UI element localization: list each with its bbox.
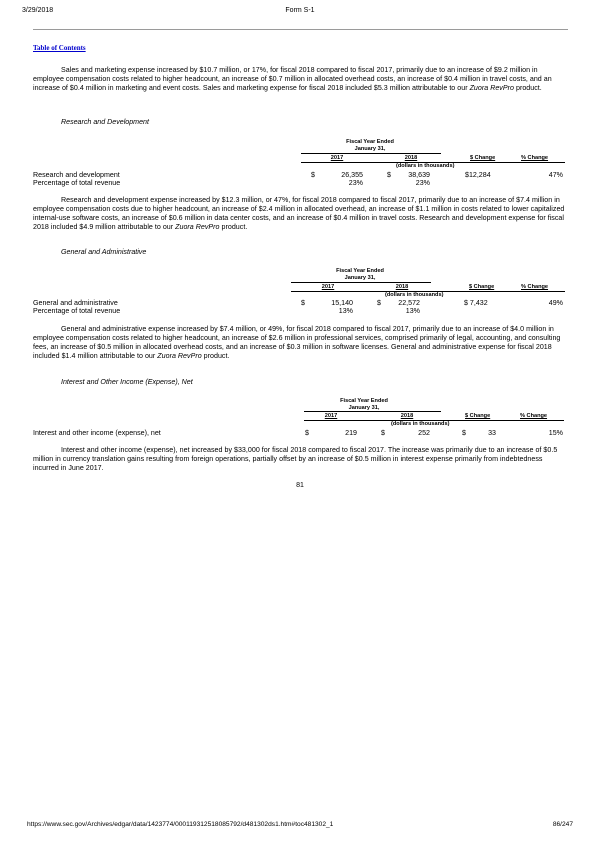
row-label: Percentage of total revenue bbox=[33, 179, 121, 187]
print-footer-url: https://www.sec.gov/Archives/edgar/data/1423774/000119312518085792/d481302ds1.htm#toc481302_1 bbox=[27, 821, 334, 828]
pct-change-value: 15% bbox=[548, 429, 563, 437]
col-header-dollar-change: $ Change bbox=[470, 155, 496, 161]
value-2018: 38,639 bbox=[408, 171, 430, 179]
print-header-date: 3/29/2018 bbox=[22, 7, 54, 14]
print-footer-page: 86/247 bbox=[552, 821, 573, 828]
row-label: General and administrative bbox=[33, 299, 118, 307]
currency-symbol: $ bbox=[387, 171, 391, 179]
pct-change-value: 47% bbox=[548, 171, 563, 179]
research-development-paragraph: Research and development expense increased by $12.3 million, or 47%, for fiscal 2018 compared to fiscal 2017, primarily due to an increase of $7.4 million in employee compensation costs due to higher headcount, an increase of $2.4 million in allocated overhead, an increase of $1.1 million in costs related to lower capitalized internal-use software costs, an increase of $0.6 million in data center costs, and an increase of $0.4 million in travel costs. Research and development expense for fiscal 2018 included $4.9 million attributable to our Zuora RevPro product. bbox=[33, 196, 565, 231]
page-number: 81 bbox=[296, 482, 304, 489]
product-name: Zuora RevPro bbox=[157, 352, 202, 360]
col-header-pct-change: % Change bbox=[521, 284, 549, 290]
fiscal-year-title: Fiscal Year Ended bbox=[340, 398, 388, 404]
fiscal-year-title: Fiscal Year Ended bbox=[336, 268, 384, 274]
pct-change-value: 49% bbox=[548, 299, 563, 307]
interest-other-paragraph: Interest and other income (expense), net increased by $33,000 for fiscal 2018 compared to fiscal 2017. The increase was primarily due to an increase of $0.5 million in currency translation gains resulting from foreign operations, partially offset by an increase of $0.5 million in interest expense primarily from indebtedness incurred in June 2017. bbox=[33, 446, 558, 472]
value-2017: 13% bbox=[338, 307, 353, 315]
col-header-2017: 2017 bbox=[330, 155, 344, 161]
dollar-change-value: 33 bbox=[488, 429, 496, 437]
row-label: Research and development bbox=[33, 171, 120, 179]
print-header-title: Form S-1 bbox=[285, 7, 315, 14]
value-2017: 23% bbox=[348, 179, 363, 187]
header-divider bbox=[33, 29, 568, 30]
general-administrative-paragraph: General and administrative expense increased by $7.4 million, or 49%, for fiscal 2018 compared to fiscal 2017, primarily due to an increase of $4.0 million in employee compensation costs related to higher headcount, an increase of $2.6 million in professional services, comprised primarily of legal, accounting, and consulting fees, an increase of $0.5 million in allocated overhead costs, and an increase of $0.3 million in software licenses. General and administrative expense for fiscal 2018 included $1.4 million attributable to our Zuora RevPro product. bbox=[33, 325, 561, 360]
col-header-dollar-change: $ Change bbox=[469, 284, 495, 290]
value-2017: 26,355 bbox=[341, 171, 363, 179]
row-label: Percentage of total revenue bbox=[33, 307, 121, 315]
units-note: (dollars in thousands) bbox=[391, 421, 450, 427]
dollar-change-value: $ 7,432 bbox=[464, 299, 488, 307]
currency-symbol: $ bbox=[305, 429, 309, 437]
units-note: (dollars in thousands) bbox=[396, 163, 455, 169]
currency-symbol: $ bbox=[311, 171, 315, 179]
col-header-pct-change: % Change bbox=[521, 155, 549, 161]
fiscal-year-date: January 31, bbox=[354, 146, 386, 152]
sales-marketing-paragraph: Sales and marketing expense increased by $10.7 million, or 17%, for fiscal 2018 compared to fiscal 2017, primarily due to an increase of $9.2 million in employee compensation costs related to higher headcount, an increase of $0.7 million in allocated overhead costs, an increase of $0.4 million in travel costs, and an increase of $0.4 million in marketing and event costs. Sales and marketing expense for fiscal 2018 included $5.3 million attributable to our Zuora RevPro product. bbox=[33, 66, 552, 92]
col-header-dollar-change: $ Change bbox=[465, 413, 491, 419]
section-heading-research-development: Research and Development bbox=[61, 118, 149, 126]
currency-symbol: $ bbox=[301, 299, 305, 307]
col-header-pct-change: % Change bbox=[520, 413, 548, 419]
dollar-change-value: $12,284 bbox=[465, 171, 491, 179]
section-heading-interest-other: Interest and Other Income (Expense), Net bbox=[61, 378, 193, 386]
table-of-contents-link[interactable]: Table of Contents bbox=[33, 44, 86, 52]
currency-symbol: $ bbox=[462, 429, 466, 437]
fiscal-year-date: January 31, bbox=[348, 405, 380, 411]
research-development-table bbox=[0, 138, 600, 198]
value-2018: 23% bbox=[415, 179, 430, 187]
currency-symbol: $ bbox=[381, 429, 385, 437]
col-header-2018: 2018 bbox=[400, 413, 414, 419]
general-administrative-table bbox=[0, 267, 600, 327]
value-2017: 219 bbox=[345, 429, 357, 437]
fiscal-year-date: January 31, bbox=[344, 275, 376, 281]
col-header-2017: 2017 bbox=[324, 413, 338, 419]
fiscal-year-title: Fiscal Year Ended bbox=[346, 139, 394, 145]
col-header-2017: 2017 bbox=[321, 284, 335, 290]
section-heading-general-administrative: General and Administrative bbox=[61, 248, 147, 256]
col-header-2018: 2018 bbox=[395, 284, 409, 290]
product-name: Zuora RevPro bbox=[175, 223, 220, 231]
row-label: Interest and other income (expense), net bbox=[33, 429, 161, 437]
product-name: Zuora RevPro bbox=[469, 84, 514, 92]
col-header-2018: 2018 bbox=[404, 155, 418, 161]
value-2018: 13% bbox=[405, 307, 420, 315]
value-2018: 252 bbox=[418, 429, 430, 437]
units-note: (dollars in thousands) bbox=[385, 292, 444, 298]
value-2017: 15,140 bbox=[331, 299, 353, 307]
value-2018: 22,572 bbox=[398, 299, 420, 307]
currency-symbol: $ bbox=[377, 299, 381, 307]
